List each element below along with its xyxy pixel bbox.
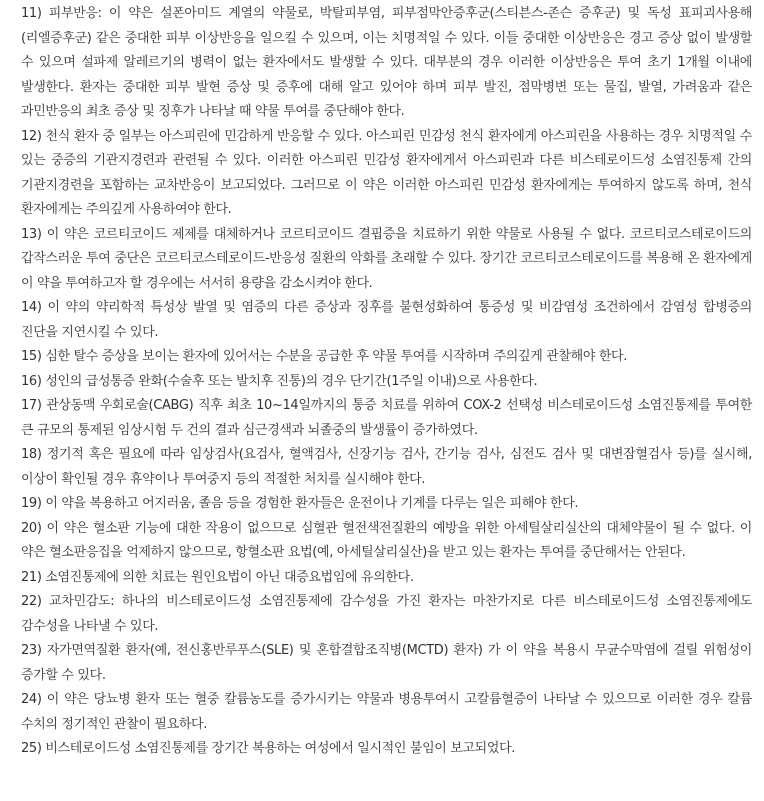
precaution-item-12: 12) 천식 환자 중 일부는 아스피린에 민감하게 반응할 수 있다. 아스피린 민감성 천식 환자에게 아스피린을 사용하는 경우 치명적일 수 있는 중증의 기관지경련과 관련될 수 있다. 이러한 아스피린 민감성 환자에게서 아스피린과 다른 비스테로이드성 소염진통제 간의 기관지경련을 포함하는 교차반응이 보고되었다. 그러므로 이 약은 이러한 아스피린 민감성 환자에게는 투여하지 않도록 하며, 천식 환자에게는 주의깊게 사용하여야 한다. bbox=[21, 128, 752, 217]
precaution-item-24: 24) 이 약은 당뇨병 환자 또는 혈중 칼륨농도를 증가시키는 약물과 병용투여시 고칼륨혈증이 나타날 수 있으므로 이러한 경우 칼륨 수치의 정기적인 관찰이 필요하다. bbox=[21, 692, 752, 732]
precaution-item-25: 25) 비스테로이드성 소염진통제를 장기간 복용하는 여성에서 일시적인 불임이 보고되었다. bbox=[21, 741, 516, 756]
precaution-item-17: 17) 관상동맥 우회로술(CABG) 직후 최초 10~14일까지의 통증 치료를 위하여 COX-2 선택성 비스테로이드성 소염진통제를 투여한 큰 규모의 통제된 임상시험 두 건의 결과 심근경색과 뇌졸중의 발생률이 증가하였다. bbox=[21, 398, 752, 438]
precaution-item-23: 23) 자가면역질환 환자(예, 전신홍반루푸스(SLE) 및 혼합결합조직병(MCTD) 환자) 가 이 약을 복용시 무균수막염에 걸릴 위험성이 증가할 수 있다. bbox=[21, 643, 752, 683]
precaution-item-18: 18) 정기적 혹은 필요에 따라 임상검사(요검사, 혈액검사, 신장기능 검사, 간기능 검사, 심전도 검사 및 대변잠혈검사 등)를 실시해, 이상이 확인될 경우 휴약이나 투여중지 등의 적절한 처치를 실시해야 한다. bbox=[21, 447, 752, 487]
precaution-item-16: 16) 성인의 급성통증 완화(수술후 또는 발치후 진통)의 경우 단기간(1주일 이내)으로 사용한다. bbox=[21, 373, 538, 389]
precaution-item-21: 21) 소염진통제에 의한 치료는 원인요법이 아닌 대증요법임에 유의한다. bbox=[21, 569, 414, 585]
precaution-item-15: 15) 심한 탈수 증상을 보이는 환자에 있어서는 수분을 공급한 후 약물 투여를 시작하며 주의깊게 관찰해야 한다. bbox=[21, 349, 628, 364]
precaution-item-11: 11) 피부반응: 이 약은 설폰아미드 계열의 약물로, 박탈피부염, 피부점막안증후군(스티븐스-존슨 증후군) 및 독성 표피괴사용해(리엘증후군) 같은 중대한 피부 이상반응을 일으킬 수 있으며, 이는 치명적일 수 있다. 이들 중대한 이상반응은 경고 증상 없이 발생할 수 있으며 설파제 알레르기의 병력이 없는 환자에서도 발생할 수 있다. 대부분의 경우 이러한 이상반응은 투여 초기 1개월 이내에 발생한다. 환자는 중대한 피부 발현 증상 및 증후에 대해 알고 있어야 하며 피부 발진, 점막병변 또는 물집, 발열, 가려움과 같은 과민반응의 최초 증상 및 징후가 나타날 때 약물 투여를 중단해야 한다. bbox=[21, 6, 752, 119]
precaution-item-14: 14) 이 약의 약리학적 특성상 발열 및 염증의 다른 증상과 징후를 불현성화하여 통증성 및 비감염성 조건하에서 감염성 합병증의 진단을 지연시킬 수 있다. bbox=[21, 300, 752, 340]
precaution-item-20: 20) 이 약은 혈소판 기능에 대한 작용이 없으므로 심혈관 혈전색전질환의 예방을 위한 아세틸살리실산의 대체약물이 될 수 없다. 이 약은 혈소판응집을 억제하지 않으므로, 항혈소판 요법(예, 아세틸살리실산)을 받고 있는 환자는 투여를 중단해서는 안된다. bbox=[21, 520, 752, 560]
precaution-item-22: 22) 교차민감도: 하나의 비스테로이드성 소염진통제에 감수성을 가진 환자는 마찬가지로 다른 비스테로이드성 소염진통제에도 감수성을 나타낼 수 있다. bbox=[21, 594, 752, 634]
precaution-item-13: 13) 이 약은 코르티코이드 제제를 대체하거나 코르티코이드 결핍증을 치료하기 위한 약물로 사용될 수 없다. 코르티코스테로이드의 갑작스러운 투여 중단은 코르티코스테로이드-반응성 질환의 악화를 초래할 수 있다. 장기간 코르티코스테로이드를 복용해 온 환자에게 이 약을 투여하고자 할 경우에는 서서히 용량을 감소시켜야 한다. bbox=[21, 226, 752, 291]
precaution-item-19: 19) 이 약을 복용하고 어지러움, 졸음 등을 경험한 환자들은 운전이나 기계를 다루는 일은 피해야 한다. bbox=[21, 496, 579, 511]
